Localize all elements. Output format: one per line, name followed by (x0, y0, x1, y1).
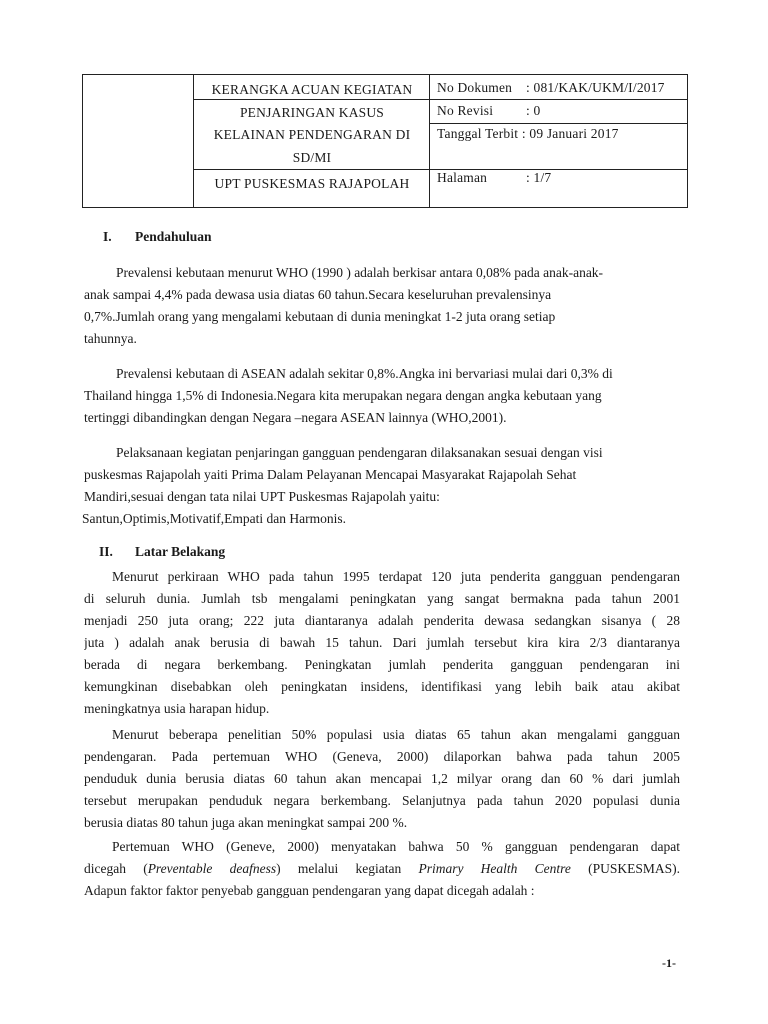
text-line: Menurut beberapa penelitian 50% populasi usia diatas 65 tahun akan mengalami gangguan (112, 727, 680, 742)
text-line: anak sampai 4,4% pada dewasa usia diatas 60 tahun.Secara keseluruhan prevalensinya (84, 287, 552, 302)
no-revisi-label: No Revisi (437, 103, 494, 118)
text-line: berusia diatas 80 tahun juga akan meningkat sampai 200 %. (84, 815, 408, 830)
text-line: penduduk dunia berusia diatas 60 tahun akan mencapai 1,2 milyar orang dan 60 % dari jumlah (84, 771, 680, 786)
text-line: Mandiri,sesuai dengan tata nilai UPT Puskesmas Rajapolah yaitu: (84, 489, 440, 504)
document-header-table (82, 74, 688, 208)
halaman-value: : 1/7 (526, 170, 552, 185)
text-line: Pertemuan WHO (Geneve, 2000) menyatakan bahwa 50 % gangguan pendengaran dapat (112, 839, 680, 854)
tanggal-terbit: Tanggal Terbit : 09 Januari 2017 (437, 126, 619, 141)
paragraph-pertemuan-who (84, 836, 680, 902)
text-line: Menurut perkiraan WHO pada tahun 1995 terdapat 120 juta penderita gangguan pendengaran (112, 569, 680, 584)
text-line: Thailand hingga 1,5% di Indonesia.Negara kita merupakan negara dengan angka kebutaan yang (84, 388, 602, 403)
section-heading-pendahuluan (103, 229, 303, 249)
text-line: Adapun faktor faktor penyebab gangguan pendengaran yang dapat dicegah adalah : (84, 883, 535, 898)
text-line: pendengaran. Pada pertemuan WHO (Geneva, 2000) dilaporkan bahwa pada tahun 2005 (84, 749, 680, 764)
text-segment: (PUSKESMAS). (570, 861, 680, 876)
section-number: II. (99, 544, 113, 559)
paragraph-prevalensi-asean (84, 363, 684, 429)
document-title: KERANGKA ACUAN KEGIATAN PENJARINGAN KASUS KELAINAN PENDENGARAN DI SD/MI (211, 82, 413, 165)
paragraph-pelaksanaan (84, 442, 684, 530)
text-line: puskesmas Rajapolah yaiti Prima Dalam Pelayanan Mencapai Masyarakat Rajapolah Sehat (84, 467, 577, 482)
text-segment: dicegah ( (84, 861, 148, 876)
paragraph-penelitian (84, 724, 680, 834)
no-dokumen-label: No Dokumen (437, 80, 513, 95)
italic-term: Preventable deafness (147, 861, 277, 876)
text-line: kemungkinan disebabkan oleh peningkatan insidens, identifikasi yang lebih baik atau akibat (84, 679, 680, 694)
text-segment: ) melalui kegiatan (276, 861, 419, 876)
paragraph-prevalensi-who (84, 262, 684, 350)
text-line: berada di negara berkembang. Peningkatan jumlah penderita gangguan pendengaran ini (84, 657, 680, 672)
paragraph-perkiraan-who (84, 566, 680, 720)
text-line: tertinggi dibandingkan dengan Negara –negara ASEAN lainnya (WHO,2001). (84, 410, 507, 425)
text-line: tahunnya. (84, 331, 137, 346)
halaman-label: Halaman (437, 170, 488, 185)
section-title: Pendahuluan (135, 229, 212, 244)
text-line: tersebut merupakan penduduk negara berkembang. Selanjutnya pada tahun 2020 populasi dunia (84, 793, 680, 808)
text-line: Prevalensi kebutaan menurut WHO (1990 ) adalah berkisar antara 0,08% pada anak-anak- (116, 265, 604, 280)
text-line: di seluruh dunia. Jumlah tsb mengalami peningkatan yang sangat bermakna pada tahun 2001 (84, 591, 680, 606)
italic-term: Primary Health Centre (418, 861, 571, 876)
section-title: Latar Belakang (135, 544, 226, 559)
text-line: Pelaksanaan kegiatan penjaringan gangguan pendengaran dilaksanakan sesuai dengan visi (116, 445, 603, 460)
text-line: 0,7%.Jumlah orang yang mengalami kebutaan di dunia meningkat 1-2 juta orang setiap (84, 309, 556, 324)
table-divider (429, 75, 430, 207)
text-line (84, 858, 680, 880)
text-line: Santun,Optimis,Motivatif,Empati dan Harmonis. (82, 511, 346, 526)
text-line: menjadi 250 juta orang; 222 juta diantaranya adalah penderita dewasa sedangkan sisanya ( 28 (84, 613, 680, 628)
page-number: -1- (662, 956, 676, 970)
text-line: Prevalensi kebutaan di ASEAN adalah sekitar 0,8%.Angka ini bervariasi mulai dari 0,3% di (116, 366, 613, 381)
organization-name: UPT PUSKESMAS RAJAPOLAH (214, 176, 410, 191)
section-number: I. (103, 229, 112, 244)
table-divider (193, 75, 194, 207)
no-dokumen-value: : 081/KAK/UKM/I/2017 (526, 80, 665, 95)
no-revisi-value: : 0 (526, 103, 541, 118)
text-line: juta ) adalah anak berusia di bawah 15 tahun. Dari jumlah tersebut kira kira 2/3 diantaranya (84, 635, 680, 650)
section-heading-latar-belakang (99, 544, 319, 564)
text-line: meningkatnya usia harapan hidup. (84, 701, 270, 716)
